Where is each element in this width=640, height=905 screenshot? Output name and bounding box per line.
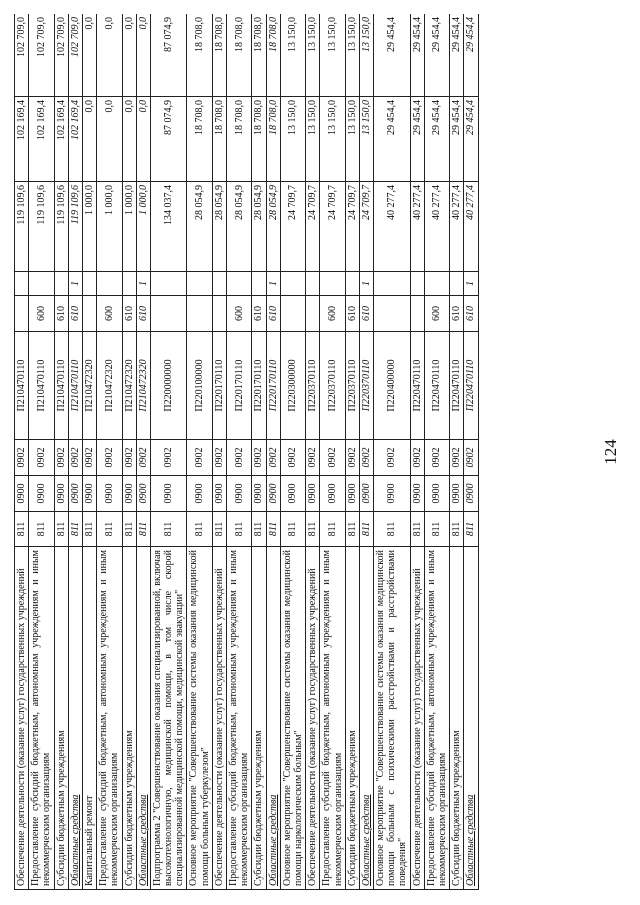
dept-code: 811 bbox=[410, 512, 424, 547]
funding-source bbox=[54, 272, 68, 296]
subsection-code: 0902 bbox=[464, 440, 478, 476]
amount-year-1: 1 000,0 bbox=[122, 182, 136, 272]
expense-type: 600 bbox=[227, 296, 252, 332]
amount-year-1: 40 277,4 bbox=[374, 182, 411, 272]
dept-code: 811 bbox=[136, 512, 150, 547]
amount-year-1: 1 000,0 bbox=[136, 182, 150, 272]
dept-code: 811 bbox=[320, 512, 345, 547]
expense-type: 600 bbox=[97, 296, 122, 332]
amount-year-3: 0,0 bbox=[82, 14, 96, 97]
amount-year-3: 18 708,0 bbox=[227, 14, 252, 97]
expense-type bbox=[410, 296, 424, 332]
expense-type bbox=[212, 296, 226, 332]
row-name: Предоставление субсидий бюджетным, автономным учреждениям и иным некоммерческим организациям bbox=[97, 547, 122, 890]
dept-code: 811 bbox=[374, 512, 411, 547]
subsection-code: 0902 bbox=[345, 440, 359, 476]
funding-source: 1 bbox=[266, 272, 280, 296]
section-code: 0900 bbox=[15, 476, 29, 512]
amount-year-2: 18 708,0 bbox=[212, 97, 226, 182]
funding-source bbox=[150, 272, 187, 296]
table-row bbox=[306, 14, 320, 890]
amount-year-3: 87 074,9 bbox=[150, 14, 187, 97]
amount-year-3: 13 150,0 bbox=[280, 14, 305, 97]
target-article: П210470110 bbox=[54, 332, 68, 440]
subsection-code: 0902 bbox=[410, 440, 424, 476]
dept-code: 811 bbox=[227, 512, 252, 547]
amount-year-1: 1 000,0 bbox=[97, 182, 122, 272]
row-name: Областные средства bbox=[464, 547, 478, 890]
section-code: 0900 bbox=[122, 476, 136, 512]
dept-code: 811 bbox=[266, 512, 280, 547]
dept-code: 811 bbox=[68, 512, 82, 547]
budget-table bbox=[14, 14, 479, 890]
amount-year-3: 13 150,0 bbox=[345, 14, 359, 97]
amount-year-2: 18 708,0 bbox=[266, 97, 280, 182]
target-article: П220170110 bbox=[252, 332, 266, 440]
subsection-code: 0902 bbox=[280, 440, 305, 476]
funding-source bbox=[410, 272, 424, 296]
funding-source bbox=[320, 272, 345, 296]
row-name: Областные средства bbox=[266, 547, 280, 890]
target-article: П220170110 bbox=[212, 332, 226, 440]
target-article: П220470110 bbox=[450, 332, 464, 440]
expense-type: 610 bbox=[54, 296, 68, 332]
row-name: Подпрограмма 2 "Совершенствование оказания специализированной, включая высокотехнологичную, медицинской помощи, в том числе скорой специализированной медицинской помощи, медицинской эвакуации" bbox=[150, 547, 187, 890]
table-row bbox=[450, 14, 464, 890]
subsection-code: 0902 bbox=[97, 440, 122, 476]
table-row bbox=[410, 14, 424, 890]
subsection-code: 0902 bbox=[187, 440, 212, 476]
subsection-code: 0902 bbox=[150, 440, 187, 476]
expense-type bbox=[15, 296, 29, 332]
funding-source bbox=[15, 272, 29, 296]
amount-year-2: 102 169,4 bbox=[68, 97, 82, 182]
amount-year-2: 0,0 bbox=[97, 97, 122, 182]
amount-year-1: 24 709,7 bbox=[306, 182, 320, 272]
amount-year-1: 119 109,6 bbox=[68, 182, 82, 272]
amount-year-3: 102 709,0 bbox=[29, 14, 54, 97]
amount-year-2: 0,0 bbox=[82, 97, 96, 182]
amount-year-2: 13 150,0 bbox=[345, 97, 359, 182]
table-row bbox=[266, 14, 280, 890]
section-code: 0900 bbox=[136, 476, 150, 512]
table-row bbox=[280, 14, 305, 890]
funding-source bbox=[424, 272, 449, 296]
target-article: П210472320 bbox=[97, 332, 122, 440]
table-row bbox=[29, 14, 54, 890]
amount-year-2: 18 708,0 bbox=[227, 97, 252, 182]
table-row bbox=[320, 14, 345, 890]
amount-year-3: 102 709,0 bbox=[54, 14, 68, 97]
table-row bbox=[227, 14, 252, 890]
target-article: П220370110 bbox=[320, 332, 345, 440]
funding-source bbox=[345, 272, 359, 296]
budget-table-wrapper bbox=[14, 14, 589, 890]
expense-type: 610 bbox=[68, 296, 82, 332]
table-row bbox=[150, 14, 187, 890]
table-row bbox=[136, 14, 150, 890]
expense-type: 610 bbox=[450, 296, 464, 332]
subsection-code: 0902 bbox=[68, 440, 82, 476]
section-code: 0900 bbox=[306, 476, 320, 512]
amount-year-3: 29 454,4 bbox=[410, 14, 424, 97]
subsection-code: 0902 bbox=[29, 440, 54, 476]
subsection-code: 0902 bbox=[82, 440, 96, 476]
row-name: Субсидии бюджетным учреждениям bbox=[450, 547, 464, 890]
dept-code: 811 bbox=[150, 512, 187, 547]
target-article: П220370110 bbox=[359, 332, 373, 440]
funding-source bbox=[227, 272, 252, 296]
target-article: П210472320 bbox=[82, 332, 96, 440]
funding-source: 1 bbox=[136, 272, 150, 296]
subsection-code: 0902 bbox=[212, 440, 226, 476]
funding-source bbox=[97, 272, 122, 296]
amount-year-1: 28 054,9 bbox=[227, 182, 252, 272]
dept-code: 811 bbox=[306, 512, 320, 547]
dept-code: 811 bbox=[345, 512, 359, 547]
dept-code: 811 bbox=[359, 512, 373, 547]
funding-source bbox=[450, 272, 464, 296]
target-article: П210470110 bbox=[15, 332, 29, 440]
expense-type: 610 bbox=[266, 296, 280, 332]
amount-year-2: 29 454,4 bbox=[424, 97, 449, 182]
target-article: П220370110 bbox=[345, 332, 359, 440]
target-article: П220470110 bbox=[424, 332, 449, 440]
dept-code: 811 bbox=[15, 512, 29, 547]
row-name: Обеспечение деятельности (оказание услуг) государственных учреждений bbox=[410, 547, 424, 890]
table-row bbox=[68, 14, 82, 890]
funding-source bbox=[252, 272, 266, 296]
funding-source bbox=[280, 272, 305, 296]
target-article: П210470110 bbox=[29, 332, 54, 440]
table-row bbox=[212, 14, 226, 890]
amount-year-3: 29 454,4 bbox=[450, 14, 464, 97]
expense-type: 600 bbox=[320, 296, 345, 332]
table-row bbox=[359, 14, 373, 890]
expense-type bbox=[306, 296, 320, 332]
section-code: 0900 bbox=[97, 476, 122, 512]
subsection-code: 0902 bbox=[227, 440, 252, 476]
amount-year-3: 18 708,0 bbox=[187, 14, 212, 97]
target-article: П220470110 bbox=[410, 332, 424, 440]
target-article: П220470110 bbox=[464, 332, 478, 440]
subsection-code: 0902 bbox=[424, 440, 449, 476]
row-name: Основное мероприятие "Совершенствование системы оказания медицинской помощи больным с психическими расстройствами и расстройствами поведения" bbox=[374, 547, 411, 890]
expense-type: 610 bbox=[464, 296, 478, 332]
amount-year-2: 13 150,0 bbox=[320, 97, 345, 182]
amount-year-2: 0,0 bbox=[136, 97, 150, 182]
amount-year-2: 13 150,0 bbox=[306, 97, 320, 182]
target-article: П210472320 bbox=[136, 332, 150, 440]
dept-code: 811 bbox=[212, 512, 226, 547]
dept-code: 811 bbox=[450, 512, 464, 547]
section-code: 0900 bbox=[227, 476, 252, 512]
section-code: 0900 bbox=[252, 476, 266, 512]
subsection-code: 0902 bbox=[374, 440, 411, 476]
amount-year-3: 29 454,4 bbox=[424, 14, 449, 97]
amount-year-1: 24 709,7 bbox=[320, 182, 345, 272]
table-row bbox=[122, 14, 136, 890]
section-code: 0900 bbox=[150, 476, 187, 512]
amount-year-2: 102 169,4 bbox=[54, 97, 68, 182]
row-name: Областные средства bbox=[136, 547, 150, 890]
amount-year-2: 29 454,4 bbox=[374, 97, 411, 182]
amount-year-1: 24 709,7 bbox=[345, 182, 359, 272]
funding-source: 1 bbox=[464, 272, 478, 296]
amount-year-3: 29 454,4 bbox=[374, 14, 411, 97]
table-row bbox=[82, 14, 96, 890]
section-code: 0900 bbox=[212, 476, 226, 512]
row-name: Областные средства bbox=[68, 547, 82, 890]
amount-year-1: 119 109,6 bbox=[54, 182, 68, 272]
expense-type: 610 bbox=[252, 296, 266, 332]
row-name: Обеспечение деятельности (оказание услуг) государственных учреждений bbox=[212, 547, 226, 890]
target-article: П220400000 bbox=[374, 332, 411, 440]
expense-type bbox=[280, 296, 305, 332]
section-code: 0900 bbox=[82, 476, 96, 512]
amount-year-3: 13 150,0 bbox=[306, 14, 320, 97]
target-article: П220170110 bbox=[227, 332, 252, 440]
funding-source bbox=[374, 272, 411, 296]
expense-type: 610 bbox=[136, 296, 150, 332]
subsection-code: 0902 bbox=[122, 440, 136, 476]
amount-year-2: 102 169,4 bbox=[29, 97, 54, 182]
amount-year-3: 102 709,0 bbox=[68, 14, 82, 97]
funding-source: 1 bbox=[359, 272, 373, 296]
amount-year-3: 0,0 bbox=[136, 14, 150, 97]
subsection-code: 0902 bbox=[450, 440, 464, 476]
section-code: 0900 bbox=[464, 476, 478, 512]
funding-source: 1 bbox=[68, 272, 82, 296]
dept-code: 811 bbox=[252, 512, 266, 547]
amount-year-3: 29 454,4 bbox=[464, 14, 478, 97]
section-code: 0900 bbox=[266, 476, 280, 512]
amount-year-3: 102 709,0 bbox=[15, 14, 29, 97]
table-row bbox=[97, 14, 122, 890]
target-article: П210470110 bbox=[68, 332, 82, 440]
amount-year-1: 40 277,4 bbox=[424, 182, 449, 272]
target-article: П220100000 bbox=[187, 332, 212, 440]
target-article: П220000000 bbox=[150, 332, 187, 440]
table-row bbox=[424, 14, 449, 890]
subsection-code: 0902 bbox=[359, 440, 373, 476]
section-code: 0900 bbox=[320, 476, 345, 512]
subsection-code: 0902 bbox=[306, 440, 320, 476]
table-row bbox=[464, 14, 478, 890]
subsection-code: 0902 bbox=[252, 440, 266, 476]
section-code: 0900 bbox=[280, 476, 305, 512]
amount-year-3: 18 708,0 bbox=[252, 14, 266, 97]
row-name: Субсидии бюджетным учреждениям bbox=[252, 547, 266, 890]
dept-code: 811 bbox=[280, 512, 305, 547]
row-name: Основное мероприятие "Совершенствование системы оказания медицинской помощи наркологическим больным" bbox=[280, 547, 305, 890]
amount-year-2: 13 150,0 bbox=[359, 97, 373, 182]
section-code: 0900 bbox=[54, 476, 68, 512]
target-article: П220300000 bbox=[280, 332, 305, 440]
table-row bbox=[54, 14, 68, 890]
funding-source bbox=[212, 272, 226, 296]
row-name: Предоставление субсидий бюджетным, автономным учреждениям и иным некоммерческим организациям bbox=[424, 547, 449, 890]
expense-type: 610 bbox=[122, 296, 136, 332]
expense-type: 610 bbox=[359, 296, 373, 332]
amount-year-1: 24 709,7 bbox=[359, 182, 373, 272]
dept-code: 811 bbox=[97, 512, 122, 547]
amount-year-1: 28 054,9 bbox=[252, 182, 266, 272]
row-name: Предоставление субсидий бюджетным, автономным учреждениям и иным некоммерческим организациям bbox=[29, 547, 54, 890]
table-row bbox=[187, 14, 212, 890]
subsection-code: 0902 bbox=[15, 440, 29, 476]
target-article: П220370110 bbox=[306, 332, 320, 440]
subsection-code: 0902 bbox=[54, 440, 68, 476]
row-name: Субсидии бюджетным учреждениям bbox=[122, 547, 136, 890]
target-article: П210472320 bbox=[122, 332, 136, 440]
amount-year-1: 28 054,9 bbox=[187, 182, 212, 272]
row-name: Обеспечение деятельности (оказание услуг) государственных учреждений bbox=[15, 547, 29, 890]
amount-year-1: 28 054,9 bbox=[212, 182, 226, 272]
expense-type bbox=[82, 296, 96, 332]
amount-year-1: 40 277,4 bbox=[450, 182, 464, 272]
budget-table-body bbox=[15, 14, 479, 890]
section-code: 0900 bbox=[29, 476, 54, 512]
amount-year-3: 13 150,0 bbox=[320, 14, 345, 97]
amount-year-2: 29 454,4 bbox=[450, 97, 464, 182]
row-name: Основное мероприятие "Совершенствование системы оказания медицинской помощи больным туберкулезом" bbox=[187, 547, 212, 890]
section-code: 0900 bbox=[374, 476, 411, 512]
amount-year-2: 29 454,4 bbox=[464, 97, 478, 182]
amount-year-1: 134 037,4 bbox=[150, 182, 187, 272]
row-name: Субсидии бюджетным учреждениям bbox=[345, 547, 359, 890]
funding-source bbox=[187, 272, 212, 296]
dept-code: 811 bbox=[122, 512, 136, 547]
amount-year-2: 13 150,0 bbox=[280, 97, 305, 182]
amount-year-3: 0,0 bbox=[122, 14, 136, 97]
amount-year-2: 18 708,0 bbox=[187, 97, 212, 182]
subsection-code: 0902 bbox=[266, 440, 280, 476]
funding-source bbox=[122, 272, 136, 296]
table-row bbox=[374, 14, 411, 890]
funding-source bbox=[82, 272, 96, 296]
amount-year-3: 0,0 bbox=[97, 14, 122, 97]
amount-year-1: 119 109,6 bbox=[15, 182, 29, 272]
row-name: Субсидии бюджетным учреждениям bbox=[54, 547, 68, 890]
section-code: 0900 bbox=[410, 476, 424, 512]
amount-year-3: 13 150,0 bbox=[359, 14, 373, 97]
amount-year-1: 119 109,6 bbox=[29, 182, 54, 272]
section-code: 0900 bbox=[450, 476, 464, 512]
expense-type: 600 bbox=[424, 296, 449, 332]
amount-year-1: 40 277,4 bbox=[464, 182, 478, 272]
amount-year-1: 1 000,0 bbox=[82, 182, 96, 272]
expense-type: 610 bbox=[345, 296, 359, 332]
table-row bbox=[252, 14, 266, 890]
dept-code: 811 bbox=[424, 512, 449, 547]
subsection-code: 0902 bbox=[320, 440, 345, 476]
row-name: Обеспечение деятельности (оказание услуг) государственных учреждений bbox=[306, 547, 320, 890]
amount-year-2: 87 074,9 bbox=[150, 97, 187, 182]
amount-year-3: 18 708,0 bbox=[212, 14, 226, 97]
amount-year-2: 0,0 bbox=[122, 97, 136, 182]
section-code: 0900 bbox=[424, 476, 449, 512]
row-name: Предоставление субсидий бюджетным, автономным учреждениям и иным некоммерческим организациям bbox=[227, 547, 252, 890]
table-row bbox=[345, 14, 359, 890]
amount-year-2: 18 708,0 bbox=[252, 97, 266, 182]
amount-year-1: 28 054,9 bbox=[266, 182, 280, 272]
subsection-code: 0902 bbox=[136, 440, 150, 476]
row-name: Капитальный ремонт bbox=[82, 547, 96, 890]
funding-source bbox=[29, 272, 54, 296]
section-code: 0900 bbox=[345, 476, 359, 512]
section-code: 0900 bbox=[359, 476, 373, 512]
amount-year-2: 102 169,4 bbox=[15, 97, 29, 182]
section-code: 0900 bbox=[187, 476, 212, 512]
amount-year-2: 29 454,4 bbox=[410, 97, 424, 182]
page-number: 124 bbox=[601, 439, 620, 465]
amount-year-1: 40 277,4 bbox=[410, 182, 424, 272]
amount-year-3: 18 708,0 bbox=[266, 14, 280, 97]
rotated-sheet bbox=[14, 14, 589, 890]
amount-year-1: 24 709,7 bbox=[280, 182, 305, 272]
section-code: 0900 bbox=[68, 476, 82, 512]
dept-code: 811 bbox=[54, 512, 68, 547]
dept-code: 811 bbox=[187, 512, 212, 547]
dept-code: 811 bbox=[29, 512, 54, 547]
target-article: П220170110 bbox=[266, 332, 280, 440]
row-name: Областные средства bbox=[359, 547, 373, 890]
dept-code: 811 bbox=[82, 512, 96, 547]
funding-source bbox=[306, 272, 320, 296]
table-row bbox=[15, 14, 29, 890]
expense-type bbox=[374, 296, 411, 332]
expense-type bbox=[187, 296, 212, 332]
expense-type bbox=[150, 296, 187, 332]
dept-code: 811 bbox=[464, 512, 478, 547]
expense-type: 600 bbox=[29, 296, 54, 332]
row-name: Предоставление субсидий бюджетным, автономным учреждениям и иным некоммерческим организациям bbox=[320, 547, 345, 890]
